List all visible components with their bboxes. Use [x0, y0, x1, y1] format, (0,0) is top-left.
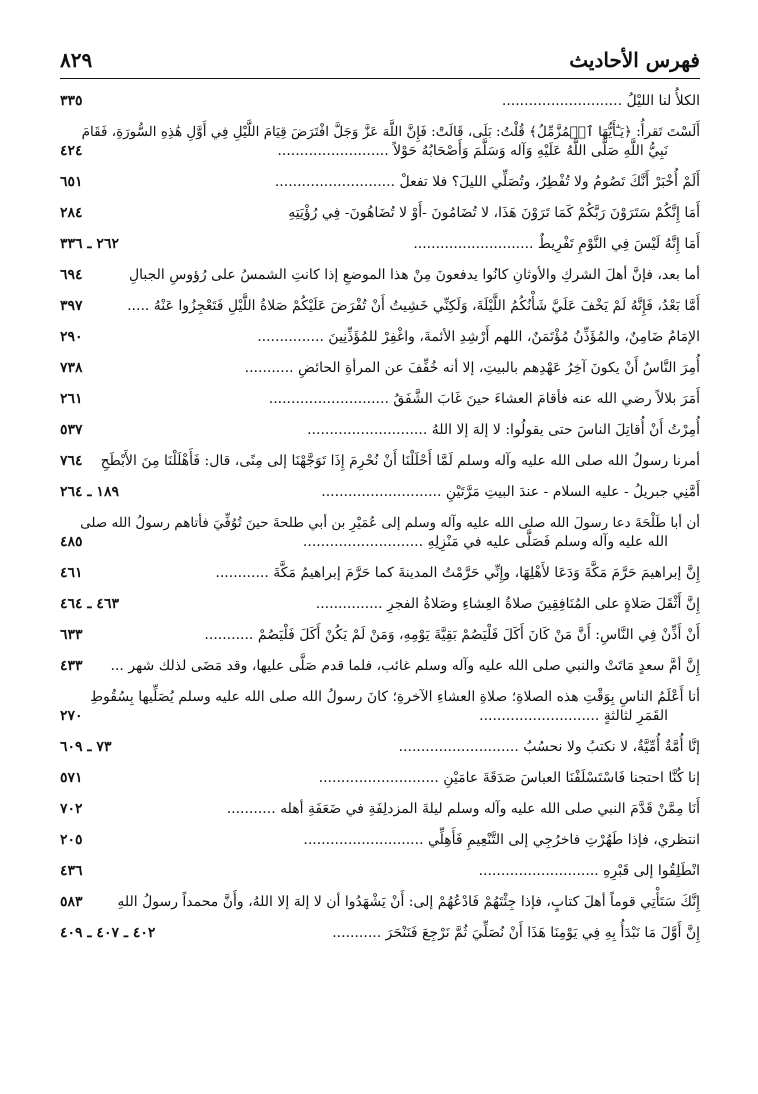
entry-text-line: أما بعد، فإنَّ أهلَ الشركِ والأوثانِ كانُوا يدفعونَ مِنْ هذا الموضعِ إذا كانتِ الشمسُ على رُؤوسِ الجبالِ — [128, 267, 700, 283]
entry-text-line: أنا أَعْلَمُ الناسِ بِوَقْتِ هذه الصلاةِ؛ صلاةِ العشاءِ الآخرةِ؛ كانَ رسولُ الله صلى الله عليه وسلم يُصَلِّيها بِسُقُوطِ — [90, 689, 700, 705]
entry-page-number: ٤٣٣ — [60, 658, 83, 674]
entry-text-line: أَلَسْتَ تَقرأُ: ﴿يَـٰٓأَيُّهَا ٱلۡمُزَّمِّلُ﴾ قُلْتُ: بَلَى، قَالَتْ: فَإِنَّ اللَّهَ عَزَّ وَجَلَّ افْتَرَضَ قِيَامَ اللَّيْلِ فِي أَوَّلِ هَٰذِهِ السُّورَةِ، فَقَامَ — [81, 124, 700, 140]
entry-text-line: الكلأُ لنا الليْلُ ........................... — [501, 93, 700, 109]
index-entry — [60, 204, 700, 223]
index-entry — [60, 924, 700, 943]
entry-text-line: إِنَّ أَثْقَلَ صَلاةٍ على المُنَافِقِينَ صلاةُ العِشاءِ وصَلاةُ الفجرِ ............... — [315, 596, 700, 612]
entry-page-number: ٧٣٨ — [60, 360, 83, 376]
page-header — [60, 48, 700, 79]
hadith-index-list — [60, 92, 700, 955]
index-entry — [60, 452, 700, 471]
entry-text-line: أُمِرْتُ أَنْ أُقاتِلَ الناسَ حتى يقولُوا: لا إلهَ إلا اللهُ ........................... — [307, 422, 700, 438]
index-entry — [60, 328, 700, 347]
index-entry — [60, 297, 700, 316]
entry-page-number: ٤٨٥ — [60, 534, 83, 550]
entry-page-number: ٢٠٥ — [60, 832, 83, 848]
index-entry — [60, 769, 700, 788]
entry-text-line: الإمَامُ ضَامِنٌ، والمُؤَذِّنُ مُؤْتَمَنٌ، اللهم أَرْشِدِ الأئمةَ، واغْفِرْ للمُؤَذِّنِينَ ............... — [257, 329, 700, 345]
entry-page-number: ٧٣ ـ ٦٠٩ — [60, 739, 112, 755]
entry-text-line: انْطَلِقُوا إلى قَبْرِهِ ........................... — [478, 863, 700, 879]
index-entry — [60, 421, 700, 440]
entry-page-number: ٣٩٧ — [60, 298, 83, 314]
index-entry — [60, 595, 700, 614]
entry-page-number: ٢٦١ — [60, 391, 83, 407]
entry-page-number: ٥٣٧ — [60, 422, 83, 438]
page-title: فهرس الأحاديث — [569, 48, 700, 72]
index-entry — [60, 359, 700, 378]
entry-text-line: إنَّا أُمَّةٌ أُمِّيَّةٌ، لا نكتبُ ولا نحسُبُ ........................... — [398, 739, 700, 755]
entry-page-number: ٧٦٤ — [60, 453, 83, 469]
entry-text-line: أَمَا إِنَّهُ لَيْسَ فِي النَّوْمِ تَفْرِيطٌ ........................... — [413, 236, 700, 252]
index-entry — [60, 657, 700, 676]
page-number: ٨٢٩ — [60, 48, 93, 72]
entry-text-line: إِنَّ إبراهيمَ حَرَّمَ مَكَّةَ وَدَعَا لأَهْلِهَا، وإِنِّي حَرَّمْتُ المدينةَ كما حَرَّمَ إبراهيمُ مَكَّةَ ............ — [215, 565, 700, 581]
index-entry — [60, 688, 700, 726]
entry-page-number: ٥٨٣ — [60, 894, 83, 910]
entry-page-number: ٤٦١ — [60, 565, 83, 581]
entry-text-line: أَنْ أَذِّنْ فِي النَّاسِ: أَنَّ مَنْ كَانَ أَكَلَ فَلْيَصُمْ بَقِيَّةَ يَوْمِهِ، وَمَنْ لَمْ يَكُنْ أَكَلَ فَلْيَصُمْ ........... — [204, 627, 700, 643]
entry-page-number: ٧٠٢ — [60, 801, 83, 817]
entry-text-line: إنا كُنَّا احتجنا فَاسْتَسْلَفْنَا العباسَ صَدَقَةَ عامَيْنِ ........................... — [318, 770, 700, 786]
index-entry — [60, 390, 700, 409]
entry-page-number: ٤٢٤ — [60, 143, 83, 159]
index-entry — [60, 266, 700, 285]
entry-text-line: نَبِيُّ اللَّهِ صَلَّى اللَّهُ عَلَيْهِ وَآله وَسَلَّمَ وَأَصْحَابُهُ حَوْلاً ......................... — [277, 143, 668, 159]
index-entry — [60, 800, 700, 819]
index-entry — [60, 235, 700, 254]
index-entry — [60, 483, 700, 502]
entry-page-number: ٣٣٥ — [60, 93, 83, 109]
entry-text-line: أن أبا طَلْحَةَ دعا رسولَ الله صلى الله عليه وآله وسلم إلى عُمَيْرِ بن أبي طلحةَ حينَ تُوُفِّيَ فأتاهم رسولُ الله صلى — [80, 515, 700, 531]
entry-page-number: ٥٧١ — [60, 770, 83, 786]
index-entry — [60, 514, 700, 552]
entry-text-line: أُمِرَ النَّاسُ أَنْ يكونَ آخِرُ عَهْدِهم بالبيتِ، إلا أنه خُفِّفَ عن المرأةِ الحائضِ ........... — [244, 360, 700, 376]
index-entry — [60, 893, 700, 912]
entry-text-line: أَمَّا بَعْدُ، فَإِنَّهُ لَمْ يَخْفَ عَلَيَّ شَأْنُكُمُ اللَّيْلَةَ، وَلَكِنِّي خَشِيتُ أَنْ تُفْرَضَ عَلَيْكُمْ صَلاةُ اللَّيْلِ فَتَعْجِزُوا عَنْهُ ..... — [127, 298, 700, 314]
entry-page-number: ٢٦٢ ـ ٣٣٦ — [60, 236, 119, 252]
entry-text-line: أَمَرَ بلالاً رضي الله عنه فأقامَ العشاءَ حينَ غَابَ الشَّفَقُ ........................... — [268, 391, 700, 407]
entry-page-number: ٢٩٠ — [60, 329, 83, 345]
entry-page-number: ٤٠٢ ـ ٤٠٧ ـ ٤٠٩ — [60, 925, 156, 941]
entry-text-line: أَلَمْ أُخْبَرْ أَنَّكَ تَصُومُ ولا تُفْطِرُ، وتُصَلِّي الليلَ؟ فلا تفعلْ ........................... — [274, 174, 700, 190]
entry-text-line: إِنَّ أمَّ سعدٍ مَاتَتْ والنبي صلى الله عليه وآله وسلم غائب، فلما قدم صَلَّى عليها، وقد مَضَى لذلك شهر ... — [110, 658, 700, 674]
entry-page-number: ٤٦٣ ـ ٤٦٤ — [60, 596, 119, 612]
entry-text-line: انتظري، فإذا طَهُرْتِ فاخرُجِي إلى التَّنْعِيمِ فَأَهِلِّي ........................... — [303, 832, 700, 848]
index-entry — [60, 831, 700, 850]
entry-text-line: إِنَّ أَوَّلَ مَا نَبْدَأُ بِهِ فِي يَوْمِنَا هَذَا أَنْ نُصَلِّيَ ثُمَّ نَرْجِعَ فَنَنْحَرَ ........... — [332, 925, 700, 941]
entry-text-line: الله عليه وآله وسلم فَصَلَّى عليه في مَنْزِلِهِ ........................... — [302, 534, 668, 550]
index-entry — [60, 862, 700, 881]
entry-text-line: أمرنا رسولُ الله صلى الله عليه وآله وسلم لَمَّا أَحْلَلْنَا أَنْ نُحْرِمَ إِذَا تَوَجَّهْنَا إلى مِنًى، قال: فَأَهْلَلْنَا مِنَ الأَبْطَحِ — [100, 453, 700, 469]
entry-page-number: ٦٥١ — [60, 174, 83, 190]
entry-text-line: أَنَا مِمَّنْ قَدَّمَ النبي صلى الله عليه وآله وسلم ليلةَ المزدلِفَةِ في ضَعَفَةِ أهله ........... — [226, 801, 700, 817]
index-entry — [60, 92, 700, 111]
entry-text-line: أَمَّنِي جبريلُ - عليه السلام - عندَ البيتِ مَرَّتَيْنِ ........................... — [321, 484, 700, 500]
index-entry — [60, 564, 700, 583]
index-entry — [60, 626, 700, 645]
entry-page-number: ٤٣٦ — [60, 863, 83, 879]
entry-page-number: ١٨٩ ـ ٢٦٤ — [60, 484, 119, 500]
entry-page-number: ٦٣٣ — [60, 627, 83, 643]
entry-page-number: ٦٩٤ — [60, 267, 83, 283]
index-entry — [60, 173, 700, 192]
index-entry — [60, 123, 700, 161]
entry-page-number: ٢٨٤ — [60, 205, 83, 221]
entry-text-line: القَمَرِ لثالثةٍ ........................... — [479, 708, 668, 724]
index-entry — [60, 738, 700, 757]
entry-page-number: ٢٧٠ — [60, 708, 83, 724]
entry-text-line: إِنَّكَ سَتَأْتِي قوماً أهلَ كتابٍ، فإذا جِئْتَهُمْ فَادْعُهُمْ إلى: أَنْ يَشْهَدُوا أن لا إلهَ إلا اللهُ، وأَنَّ محمداً رسولُ اللهِ — [117, 894, 700, 910]
entry-text-line: أَمَا إِنَّكُمْ سَتَرَوْنَ رَبَّكُمْ كَمَا تَرَوْنَ هَذَا، لا تُضَامُونَ -أَوْ لا تُضَاهُونَ- فِي رُؤْيَتِهِ — [288, 205, 700, 221]
